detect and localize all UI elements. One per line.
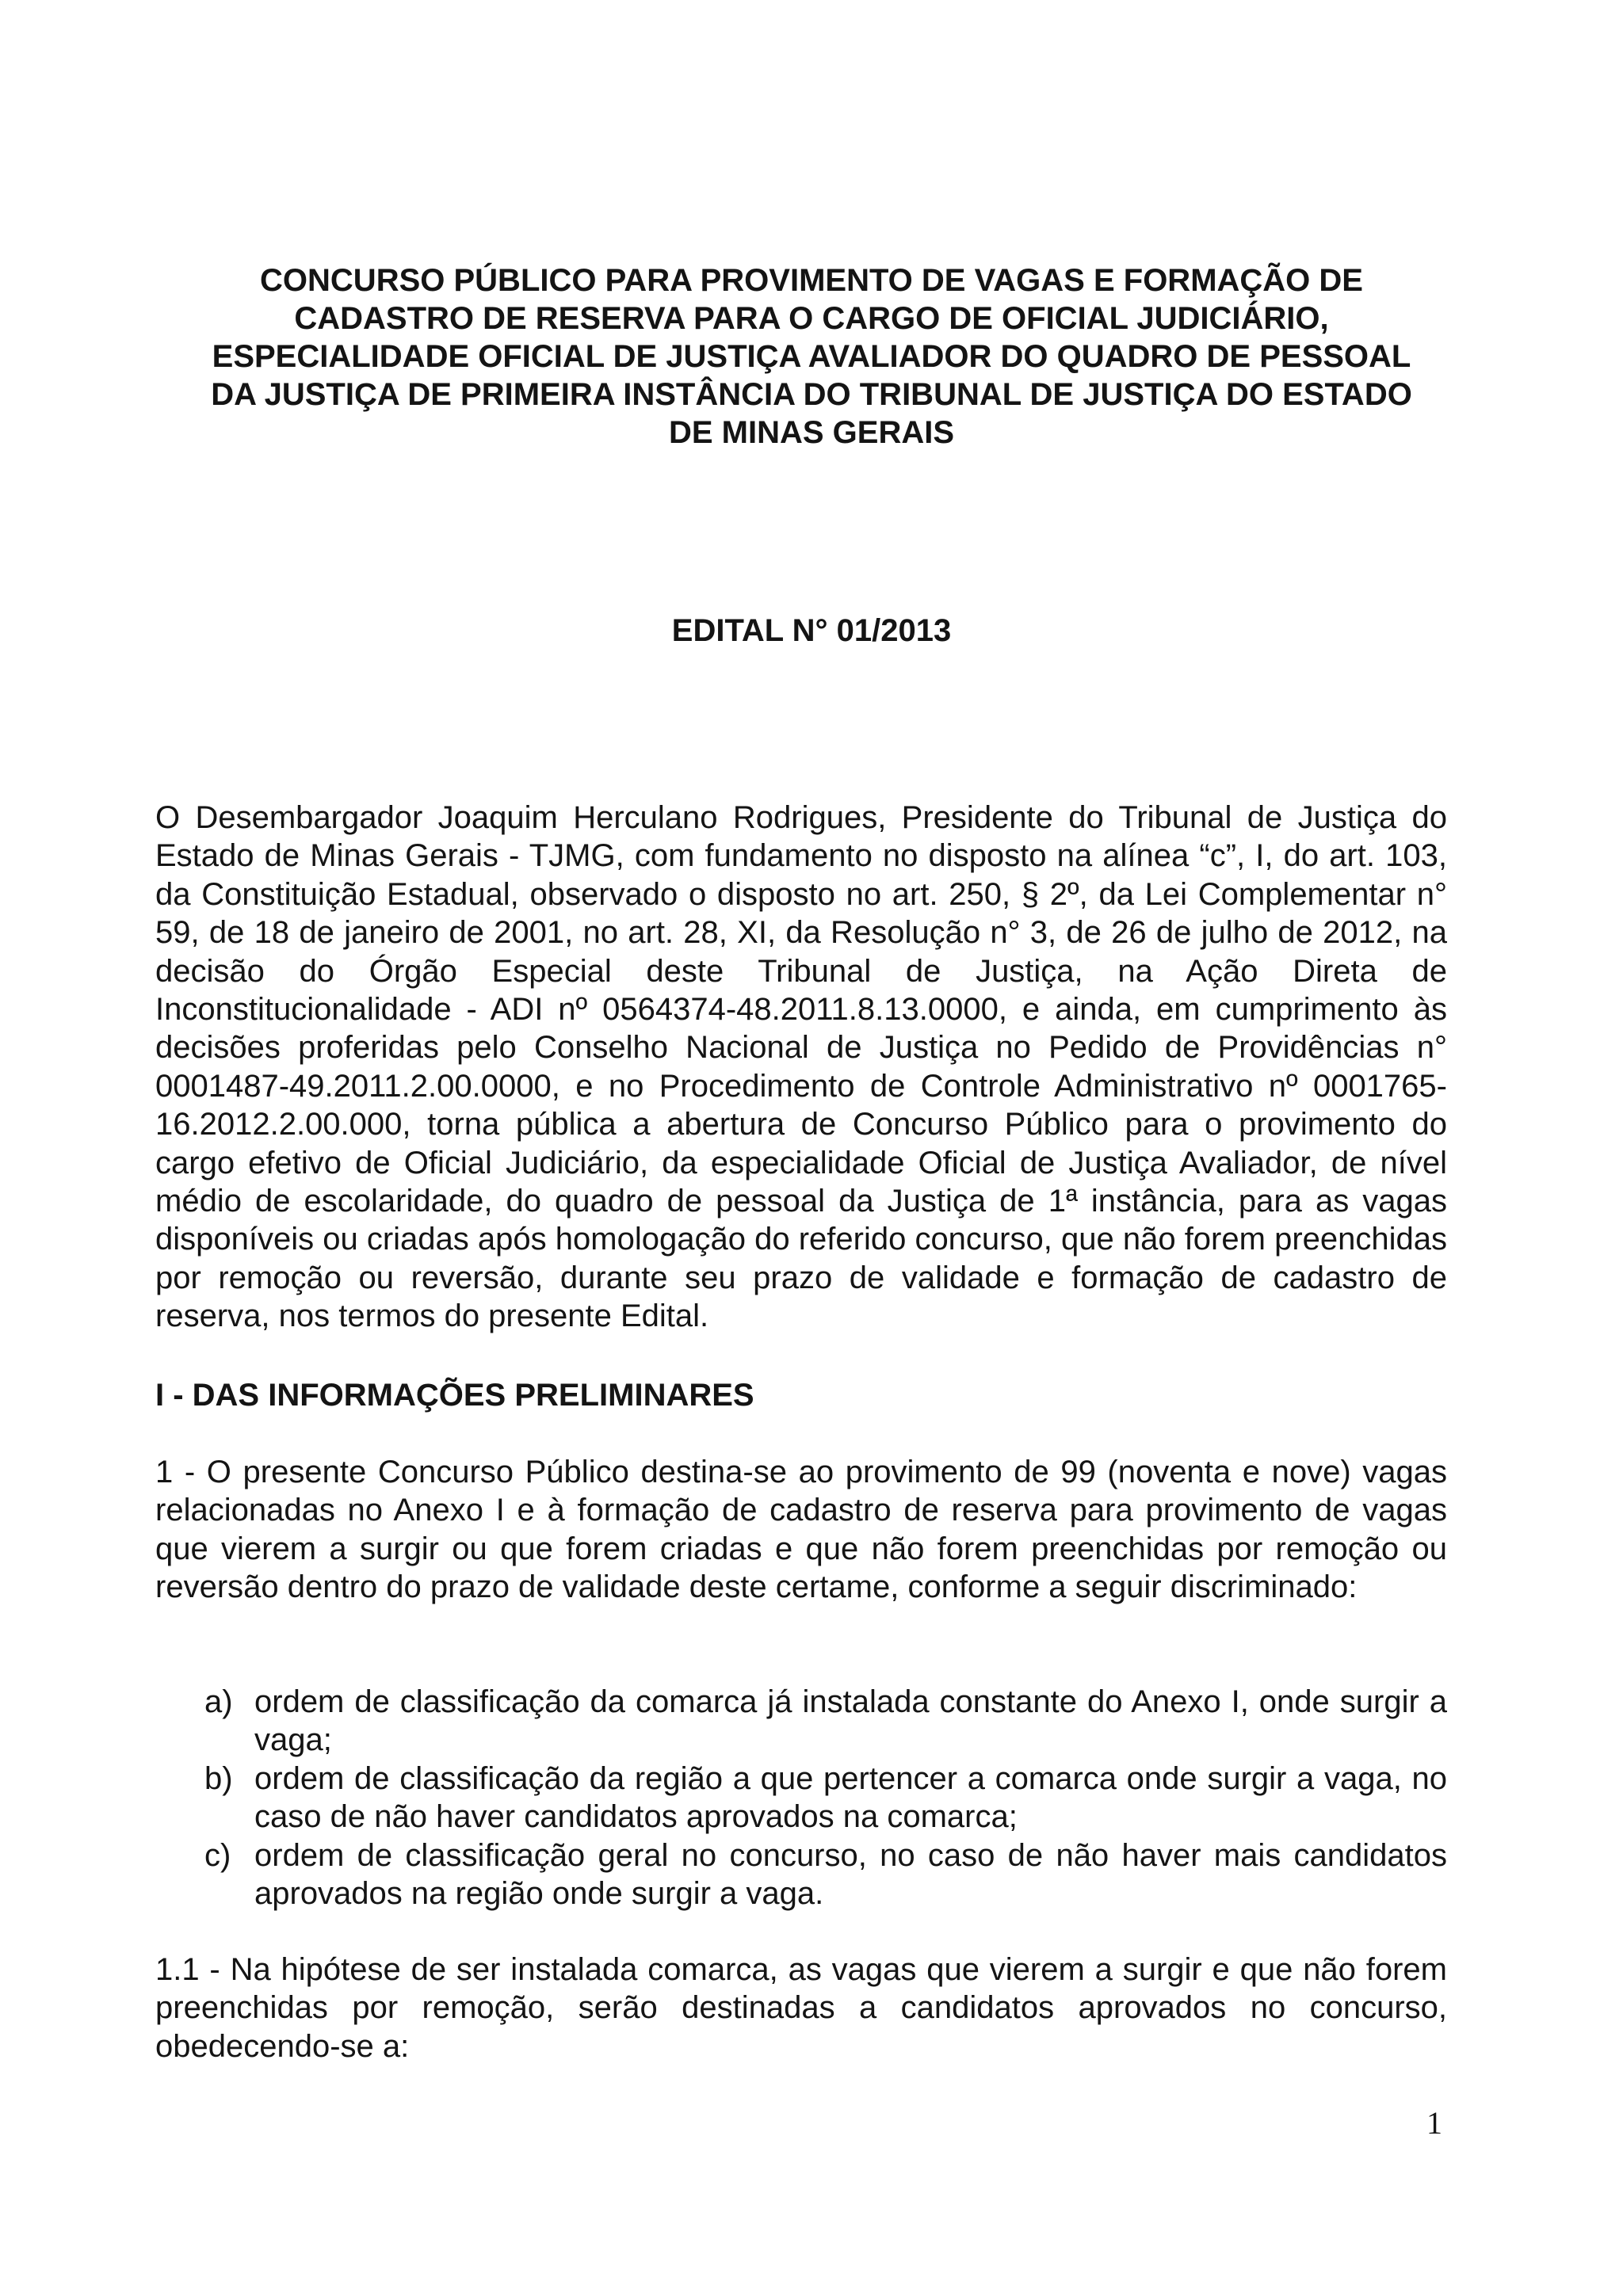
document-title	[143, 261, 1480, 452]
title-line: DA JUSTIÇA DE PRIMEIRA INSTÂNCIA DO TRIBUNAL DE JUSTIÇA DO ESTADO	[211, 377, 1412, 412]
section-heading: I - DAS INFORMAÇÕES PRELIMINARES	[155, 1378, 754, 1413]
edital-number: EDITAL N° 01/2013	[671, 613, 952, 648]
list-item-text: ordem de classificação da comarca já instalada constante do Anexo I, onde surgir a vaga;	[254, 1684, 1447, 1758]
list-item-letter: a)	[204, 1684, 233, 1719]
title-line: DE MINAS GERAIS	[668, 415, 955, 450]
intro-paragraph: O Desembargador Joaquim Herculano Rodrigues, Presidente do Tribunal de Justiça do Estado de Minas Gerais - TJMG, com fundamento no disposto na alínea “c”, I, do art. 103, da Constituição Estadual, observado o disposto no art. 250, § 2º, da Lei Complementar n° 59, de 18 de janeiro de 2001, no art. 28, XI, da Resolução n° 3, de 26 de julho de 2012, na decisão do Órgão Especial deste Tribunal de Justiça, na Ação Direta de Inconstitucionalidade - ADI nº 0564374-48.2011.8.13.0000, e ainda, em cumprimento às decisões proferidas pelo Conselho Nacional de Justiça no Pedido de Providências n° 0001487-49.2011.2.00.0000, e no Procedimento de Controle Administrativo nº 0001765-16.2012.2.00.000, torna pública a abertura de Concurso Público para o provimento do cargo efetivo de Oficial Judiciário, da especialidade Oficial de Justiça Avaliador, de nível médio de escolaridade, do quadro de pessoal da Justiça de 1ª instância, para as vagas disponíveis ou criadas após homologação do referido concurso, que não forem preenchidas por remoção ou reversão, durante seu prazo de validade e formação de cadastro de reserva, nos termos do presente Edital.	[155, 800, 1447, 1334]
list-item-letter: b)	[204, 1760, 233, 1796]
item-1-paragraph: 1 - O presente Concurso Público destina-se ao provimento de 99 (noventa e nove) vagas relacionadas no Anexo I e à formação de cadastro de reserva para provimento de vagas que vierem a surgir ou que forem criadas e que não forem preenchidas por remoção ou reversão dentro do prazo de validade deste certame, conforme a seguir discriminado:	[155, 1455, 1447, 1605]
list-item-letter: c)	[204, 1837, 231, 1873]
list-item	[204, 1760, 1447, 1836]
criteria-list	[204, 1683, 1447, 1913]
list-item-text: ordem de classificação da região a que pertencer a comarca onde surgir a vaga, no caso de não haver candidatos aprovados na comarca;	[254, 1760, 1447, 1835]
page-number: 1	[1426, 2105, 1442, 2141]
list-item-text: ordem de classificação geral no concurso, no caso de não haver mais candidatos aprovados na região onde surgir a vaga.	[254, 1837, 1447, 1912]
title-line: CONCURSO PÚBLICO PARA PROVIMENTO DE VAGAS E FORMAÇÃO DE	[260, 263, 1363, 298]
item-1-1-paragraph: 1.1 - Na hipótese de ser instalada comarca, as vagas que vierem a surgir e que não forem preenchidas por remoção, serão destinadas a candidatos aprovados no concurso, obedecendo-se a:	[155, 1952, 1447, 2064]
title-line: CADASTRO DE RESERVA PARA O CARGO DE OFICIAL JUDICIÁRIO,	[294, 301, 1329, 336]
list-item	[204, 1836, 1447, 1913]
title-line: ESPECIALIDADE OFICIAL DE JUSTIÇA AVALIADOR DO QUADRO DE PESSOAL	[212, 339, 1411, 374]
list-item	[204, 1683, 1447, 1760]
